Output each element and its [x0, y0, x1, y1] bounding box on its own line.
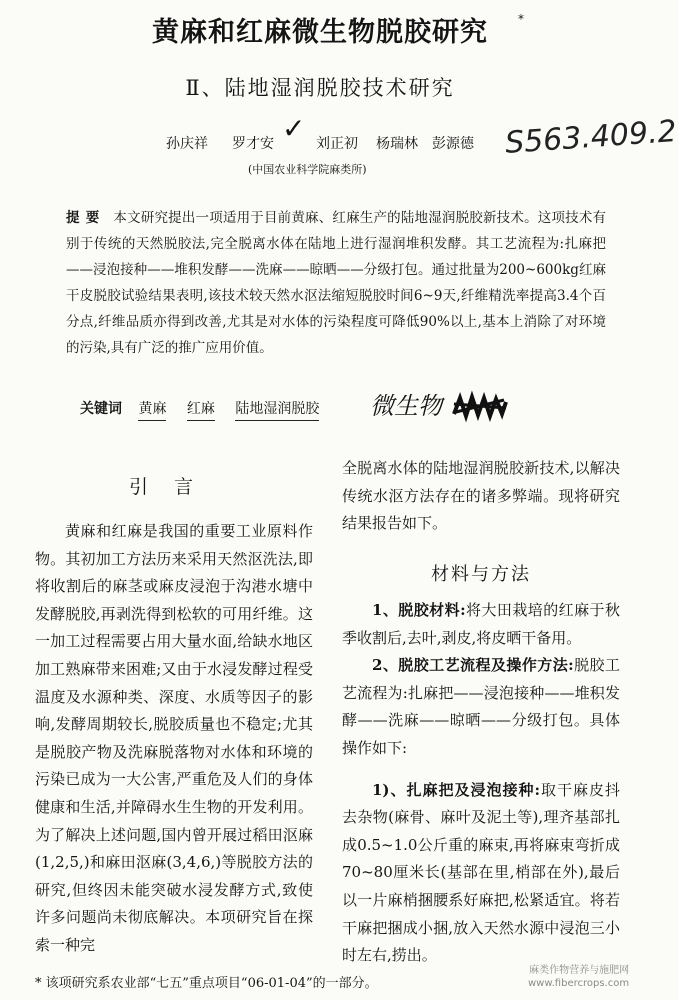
intro-paragraph: 黄麻和红麻是我国的重要工业原料作物。其初加工方法历来采用天然沤洗法,即将收割后的麻茎或麻皮浸泡于沟港水塘中发酵脱胶,再剥洗得到松软的可用纤维。这一加工过程需要占用大量水面,给缺水地区加工熟麻带来困难;又由于水浸发酵过程受温度及水源种类、深度、水质等因子的影响,发酵周期较长,脱胶质量也不稳定;尤其是脱胶产物及洗麻脱落物对水体和环境的污染已成为一大公害,严重危及人们的身体健康和生活,并障碍水生生物的开发利用。为了解决上述问题,国内曾开展过稻田沤麻(1,2,5,)和麻田沤麻(3,4,6,)等脱胶方法的研究,但终因未能突破水浸发酵方式,致使许多问题尚未彻底解决。本项研究旨在探索一种完	[35, 522, 313, 954]
author-2: 罗才安	[232, 136, 274, 152]
watermark-line-2: www.fibercrops.com	[528, 978, 630, 989]
author-5: 彭源德	[432, 136, 474, 152]
paper-subtitle: Ⅱ、陆地湿润脱胶技术研究	[185, 76, 455, 100]
handwritten-keyword: 微生物	[370, 392, 442, 420]
methods-paragraph-2	[342, 652, 620, 762]
handwritten-check-mark: ✓	[282, 112, 306, 145]
methods-paragraph-1	[342, 597, 620, 652]
intro-body	[35, 518, 313, 960]
methods-p1-text: 将大田栽培的红麻于秋季收割后,去叶,剥皮,将皮晒干备用。	[342, 601, 620, 647]
keyword-2: 红麻	[187, 398, 215, 421]
intro-continuation	[342, 455, 620, 538]
intro-heading: 引言	[128, 476, 219, 498]
methods-p2-label: 2、脱胶工艺流程及操作方法:	[372, 656, 574, 675]
handwritten-classification-code: S563.409.2	[504, 114, 678, 161]
author-3: 刘正初	[316, 136, 358, 152]
scribble-mark	[452, 394, 508, 420]
affiliation: (中国农业科学院麻类所)	[248, 163, 367, 176]
methods-p3-label: 1)、扎麻把及浸泡接种:	[372, 780, 541, 799]
site-watermark	[528, 964, 629, 990]
methods-p3-text: 取干麻皮抖去杂物(麻骨、麻叶及泥土等),理齐基部扎成0.5~1.0公斤重的麻束,再将麻束弯折成70~80厘米长(基部在里,梢部在外),最后以一片麻梢捆腰系好麻把,松紧适宜。将若干麻把捆成小捆,放入天然水源中浸泡三小时左右,捞出。	[342, 780, 620, 965]
abstract	[66, 205, 606, 361]
methods-body	[342, 597, 620, 970]
keyword-1: 黄麻	[138, 398, 166, 421]
title-footnote-mark: *	[518, 12, 524, 26]
keywords-label: 关键词	[80, 401, 122, 417]
methods-p2-text: 脱胶工艺流程为:扎麻把——浸泡接种——堆积发酵——洗麻——晾晒——分级打包。具体操作如下:	[342, 656, 620, 757]
methods-p1-label: 1、脱胶材料:	[372, 601, 466, 619]
abstract-text: 本文研究提出一项适用于目前黄麻、红麻生产的陆地湿润脱胶新技术。这项技术有别于传统的天然脱胶法,完全脱离水体在陆地上进行湿润堆积发酵。其工艺流程为:扎麻把——浸泡接种——堆积发酵——洗麻——晾晒——分级打包。通过批量为200~600kg红麻干皮脱胶试验结果表明,该技术较天然水沤法缩短脱胶时间6~9天,纤维精洗率提高3.4个百分点,纤维品质亦得到改善,尤其是对水体的污染程度可降低90%以上,基本上消除了对环境的污染,具有广泛的推广应用价值。	[66, 210, 607, 356]
keyword-3: 陆地湿润脱胶	[235, 398, 319, 421]
author-1: 孙庆祥	[166, 136, 208, 152]
abstract-label: 提要	[66, 210, 106, 226]
footnote: * 该项研究系农业部“七五”重点项目“06-01-04”的一部分。	[35, 976, 378, 991]
methods-heading: 材料与方法	[431, 564, 531, 585]
paper-title: 黄麻和红麻微生物脱胶研究	[152, 17, 488, 48]
intro-continuation-text: 全脱离水体的陆地湿润脱胶新技术,以解决传统水沤方法存在的诸多弊端。现将研究结果报告如下。	[342, 459, 620, 533]
methods-paragraph-3	[342, 777, 620, 970]
keywords-row	[80, 398, 335, 421]
watermark-line-1: 麻类作物营养与施肥网	[529, 965, 630, 976]
author-4: 杨瑞林	[376, 136, 418, 152]
